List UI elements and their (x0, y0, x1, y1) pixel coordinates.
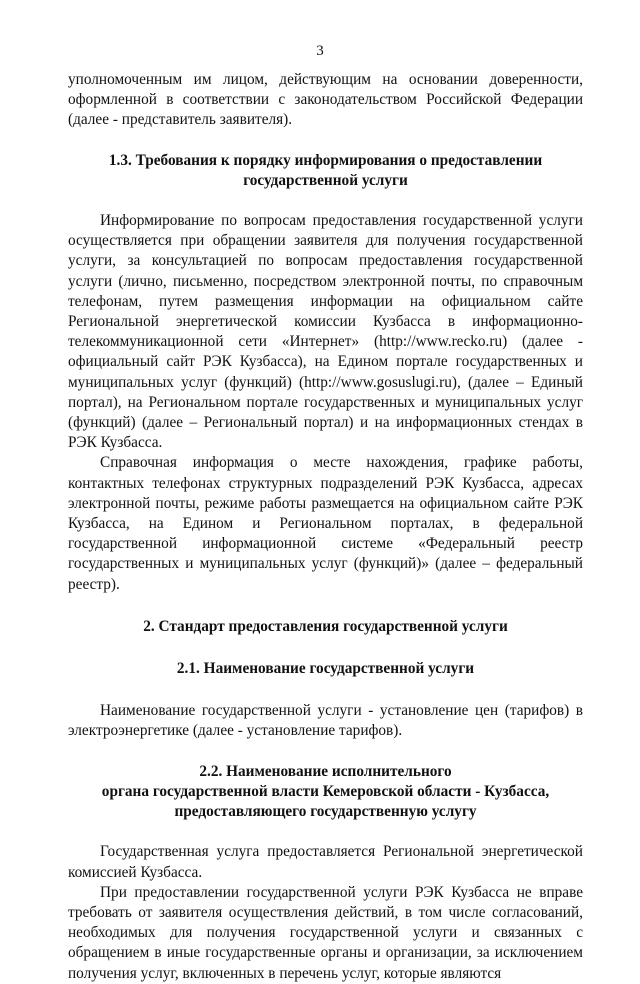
heading-2-1-line-1: 2.1. Наименование государственной услуги (176, 660, 475, 678)
document-body (68, 70, 583, 984)
paragraph-restrictions: При предоставлении государственной услуги РЭК Кузбасса не вправе требовать от заявителя осуществления действий, в том числе согласований, необходимых для получения государственной услуги и связанных с обращением в иные государственные органы и организации, за исключением получения услуг, включенных в перечень услуг, которые являются (68, 883, 583, 982)
heading-2-2-line-3: предоставляющего государственную услугу (174, 803, 477, 821)
paragraph-representative: уполномоченным им лицом, действующим на основании доверенности, оформленной в соответствии с законодательством Российской Федерации (далее - представитель заявителя). (68, 71, 583, 129)
paragraph-reference-info: Справочная информация о месте нахождения, графике работы, контактных телефонах структурных подразделений РЭК Кузбасса, адресах электронной почты, режиме работы размещается на официальном сайте РЭК Кузбасса, на Едином и Региональном порталах, в федеральной государственной информационной системе «Федеральный реестр государственных и муниципальных услуг (функций)» (далее – федеральный реестр). (68, 454, 583, 593)
heading-1-3 (68, 151, 583, 191)
heading-1-3-line-2: государственной услуги (243, 171, 408, 189)
heading-1-3-line-1: 1.3. Требования к порядку информирования о предоставлении (108, 151, 543, 169)
paragraph-provider: Государственная услуга предоставляется Региональной энергетической комиссией Кузбасса. (68, 843, 583, 881)
heading-2-line-1: 2. Стандарт предоставления государственной услуги (143, 617, 508, 635)
heading-2-2 (68, 762, 583, 823)
heading-2-2-line-2: органа государственной власти Кемеровской области - Кузбасса, (101, 782, 550, 800)
page-number: 3 (316, 43, 324, 59)
heading-2 (68, 617, 583, 637)
paragraph-informing: Информирование по вопросам предоставления государственной услуги осуществляется при обращении заявителя для получения государственной услуги, за консультацией по вопросам предоставления государственной услуги (лично, письменно, посредством электронной почты, по справочным телефонам, путем размещения информации на официальном сайте Региональной энергетической комиссии Кузбасса в информационно-телекоммуникационной сети «Интернет» (http://www.recko.ru) (далее - официальный сайт РЭК Кузбасса), на Едином портале государственных и муниципальных услуг (функций) (http://www.gosuslugi.ru), (далее – Единый портал), на Региональном портале государственных и муниципальных услуг (функций) (далее – Региональный портал) и на информационных стендах в РЭК Кузбасса. (68, 212, 583, 452)
heading-2-1 (68, 659, 583, 679)
paragraph-service-name: Наименование государственной услуги - установление цен (тарифов) в электроэнергетике (далее - установление тарифов). (68, 702, 583, 740)
heading-2-2-line-1: 2.2. Наименование исполнительного (199, 762, 452, 780)
